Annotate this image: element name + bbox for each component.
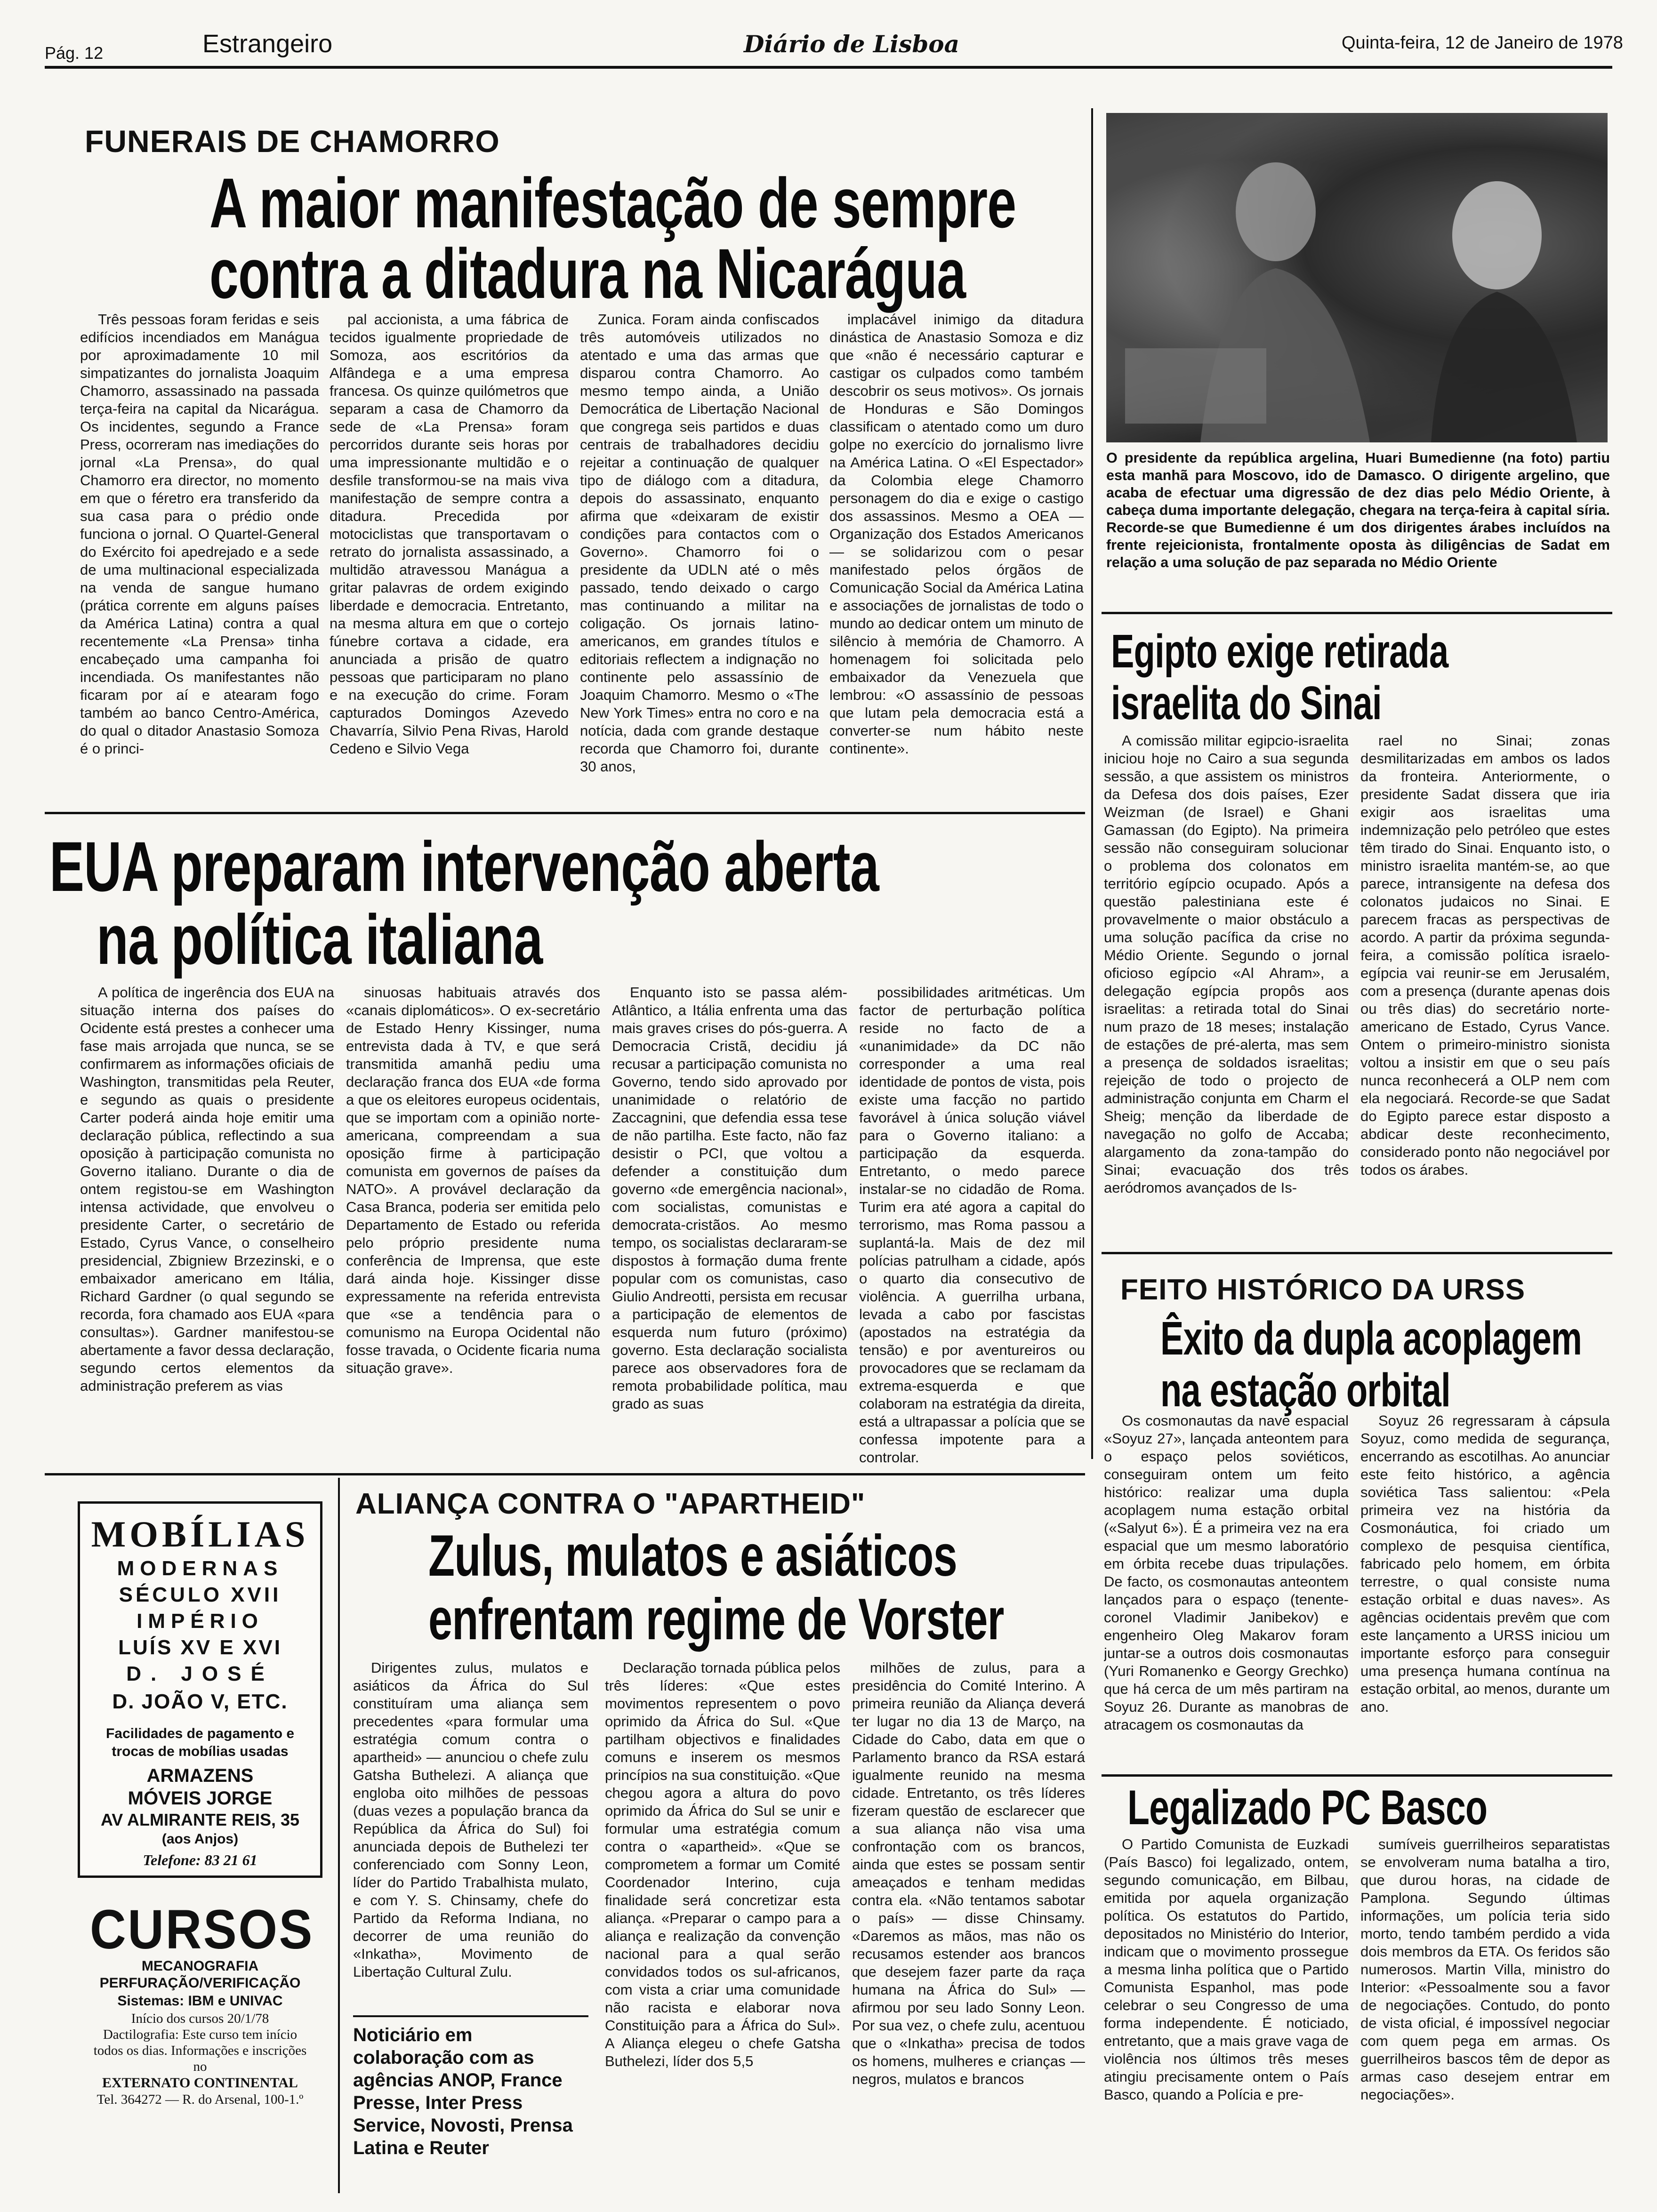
mobilias-address: AV ALMIRANTE REIS, 35 xyxy=(100,1810,300,1829)
mobilias-line-1: MODERNAS xyxy=(117,1557,283,1580)
eua-headline-line-2: na política italiana xyxy=(97,900,543,979)
mobilias-line-4: LUÍS XV E XVI xyxy=(118,1636,282,1659)
newspaper-name: Diário de Lisboa xyxy=(744,30,960,58)
eua-text-4: possibilidades aritméticas. Um factor de perturbação política reside no facto de a «unanimidade» da DC não corresponder a uma real identidade de pontos de vista, pois existe uma facção no partido favorável à única solução viável para o Governo italiano: a participação da esquerda. Entretanto, o medo parece instalar-se no cidadão de Roma. Turim era até agora a capital do terrorismo, mas Roma passou a suplantá-la. Mais de dez mil polícias patrulham a cidade, após o quarto dia consecutivo de violência. A guerrilha urbana, levada a cabo por fascistas (apostados na estratégia da tensão) e por aventureiros ou provocadores que se reclamam da extrema-esquerda e que colaboram na estratégia da direita, está a ultrapassar a polícia que se confessa impotente para a controlar. xyxy=(859,984,1085,1466)
eua-text-3: Enquanto isto se passa além-Atlântico, a Itália enfrenta uma das mais graves crises do pós-guerra. A Democracia Cristã, decidiu já recusar a participação comunista no Governo, tendo sido aprovado por unanimidade o relatório de Zaccagnini, que defendia essa tese de não partilha. Este facto, não faz desistir o PCI, que voltou a defender a constituição dum governo «de emergência nacional», com socialistas, comunistas e democrata-cristãos. Ao mesmo tempo, os socialistas declararam-se dispostos à formação duma frente popular com os comunistas, caso Giulio Andreotti, persista em recusar a participação de elementos de esquerda num futuro (próximo) governo. Esta declaração socialista parece aos observadores fora de remota probabilidade política, mau grado as suas xyxy=(612,984,847,1412)
section-title: Estrangeiro xyxy=(202,30,333,58)
apartheid-column-2 xyxy=(605,1659,840,2177)
issue-date: Quinta-feira, 12 de Janeiro de 1978 xyxy=(1342,33,1623,53)
mobilias-store-2: MÓVEIS JORGE xyxy=(128,1788,273,1809)
page-number: Pág. 12 xyxy=(45,43,104,63)
cursos-line-2: PERFURAÇÃO/VERIFICAÇÃO xyxy=(99,1975,301,1991)
egipto-bottom-rule xyxy=(1102,1252,1612,1254)
urss-text-1: Os cosmonautas da nave espacial «Soyuz 27», lançada anteontem para o espaço pelos soviéticos, conseguiram ontem um feito histórico: realizar uma dupla acoplagem numa estação orbital («Salyut 6»). É a primeira vez na era espacial que um mesmo laboratório em órbita recebe duas tripulações. De facto, os cosmonautas anteontem lançados para o espaço (tenente-coronel Vladimir Janibekov) e engenheiro Oleg Makarov foram juntar-se a outros dois cosmonautas (Yuri Romanenko e Georgy Grechko) que há cerca de um mês partiram na Soyuz 26. Durante as manobras de atracagem os cosmonautas da xyxy=(1104,1412,1349,1733)
chamorro-headline-line-2: contra a ditadura na Nicarágua xyxy=(209,234,966,313)
apartheid-text-3: milhões de zulus, para a presidência do Comité Interino. A primeira reunião da Aliança deverá ter lugar no dia 13 de Março, na Cidade do Cabo, data em que o Parlamento branco da RSA estará igualmente reunido na mesma cidade. Entretanto, os três líderes fizeram questão de esclarecer que a sua aliança não visa uma confrontação com os brancos, ainda que estes se possam sentir ameaçados e tenham medidas contra ela. «Não tentamos sabotar o país» — disse Chinsamy. «Daremos as mãos, mas não os recusamos estender aos brancos que desejem fazer parte da raça humana na África do Sul» — afirmou por seu lado Sonny Leon. Por sua vez, o chefe zulu, acentuou que o «Inkatha» precisa de todos os homens, mulheres e crianças — negros, mulatos e brancos xyxy=(852,1659,1085,2087)
chamorro-headline-line-1: A maior manifestação de sempre xyxy=(209,163,1016,242)
agencies-box: Noticiário em colaboração com as agências ANOP, France Presse, Inter Press Service, Novosti, Prensa Latina e Reuter xyxy=(353,2025,573,2158)
mobilias-line-5: D. JOSÉ xyxy=(126,1662,274,1685)
mobilias-store-1: ARMAZENS xyxy=(146,1765,254,1786)
mobilias-area: (aos Anjos) xyxy=(161,1831,239,1847)
cursos-body: Início dos cursos 20/1/78 Dactilografia: Este curso tem início todos os dias. Informações e inscrições no xyxy=(93,2011,307,2074)
chamorro-column-1 xyxy=(80,311,319,800)
ads-divider xyxy=(338,1478,340,2193)
apartheid-text-1: Dirigentes zulus, mulatos e asiáticos da África do Sul constituíram uma aliança sem precedentes «para formular uma estratégia comum contra o apartheid» — anunciou o chefe zulu Gatsha Buthelezi. A aliança que engloba oito milhões de pessoas (duas vezes a população branca da República da África do Sul) foi anunciada depois de Buthelezi ter conferenciado com Sonny Leon, líder do Partido Trabalhista mulato, e com Y. S. Chinsamy, chefe do Partido da Reforma Indiana, no decorrer de uma reunião do «Inkatha», Movimento de Libertação Cultural Zulu. xyxy=(353,1659,588,1980)
egipto-text-1: A comissão militar egipcio-israelita iniciou hoje no Cairo a sua segunda sessão, a que assistem os ministros da Defesa dos dois países, Ezer Weizman (de Israel) e Ghani Gamassan (do Egipto). Na primeira sessão não conseguiram solucionar o problema dos colonatos em território egípcio ocupado. Após a questão palestiniana este é provavelmente o maior obstáculo a uma solução pacífica da crise no Médio Oriente. Segundo o jornal oficioso egípcio «Al Ahram», a delegação egípcia propôs aos israelitas: a retirada total do Sinai num prazo de 18 meses; instalação de estações de pré-alerta, mas sem a presença de soldados israelitas; rejeição de todo o projecto de administração conjunta em Charm el Sheig; menção da liberdade de navegação no golfo de Accaba; alargamento da zona-tampão do Sinai; evacuação dos três aeródromos avançados de Is- xyxy=(1104,732,1349,1196)
mobilias-title: MOBÍLIAS xyxy=(91,1514,309,1555)
chamorro-text-2: pal accionista, a uma fábrica de tecidos igualmente propriedade de Somoza, aos escritórios da Alfândega e a uma empresa francesa. Os quinze quilómetros que separam a casa de Chamorro da sede de «La Prensa» foram percorridos durante seis horas por uma impressionante multidão e o desfile transformou-se na mais viva manifestação de sempre contra a ditadura. Precedida por motociclistas que transportavam o retrato do jornalista assassinado, a multidão atravessou Manágua a gritar palavras de ordem exigindo liberdade e democracia. Entretanto, na mesma altura em que o cortejo fúnebre cortava a cidade, era anunciada a prisão de quatro pessoas que participaram no plano e na execução do crime. Foram capturados Domingos Azevedo Chavarría, Silvio Pena Rivas, Harold Cedeno e Silvio Vega xyxy=(330,311,569,757)
urss-headline-line-2: na estação orbital xyxy=(1160,1364,1450,1417)
eua-headline-line-1: EUA preparam intervenção aberta xyxy=(49,827,879,906)
cursos-tel: Tel. 364272 — R. do Arsenal, 100-1.º xyxy=(97,2092,304,2107)
apartheid-text-2: Declaração tornada pública pelos três líderes: «Que estes movimentos representem o povo oprimido da África do Sul. «Que partilham objectivos e finalidades comuns e inserem os mesmos princípios na sua constituição. «Que chegou agora a altura do povo oprimido da África do Sul se unir e formular uma estratégia comum contra o «apartheid». «Que se comprometem a formar um Comité Coordenador Interino, cuja finalidade será concretizar esta aliança. «Preparar o campo para a aliança e realização da convenção nacional para a qual serão convidados todos os sul-africanos, com vista a criar uma comunidade não racista e elaborar nova Constituição para a África do Sul». A Aliança elegeu o chefe Gatsha Buthelezi, líder dos 5,5 xyxy=(605,1659,840,2069)
chamorro-text-3: Zunica. Foram ainda confiscados três automóveis utilizados no atentado e uma das armas que disparou contra Chamorro. Ao mesmo tempo ainda, a União Democrática de Libertação Nacional que congrega seis partidos e duas centrais de trabalhadores decidiu rejeitar a continuação de qualquer tipo de diálogo com a ditadura, depois do assassinato, enquanto afirma que «deixaram de existir condições para contactos com o Governo». Chamorro foi o presidente da UDLN até o mês passado, tendo deixado o cargo mas continuando a militar na coligação. Os jornais latino-americanos, em grandes títulos e editoriais reflectem a indignação no continente pelo assassínio de Joaquim Chamorro. Mesmo o «The New York Times» entra no coro e na notícia, dada com grande destaque recorda que Chamorro foi, durante 30 anos, xyxy=(580,311,819,775)
masthead-rule xyxy=(45,66,1612,69)
photo-figures xyxy=(1106,113,1608,442)
eua-column-2 xyxy=(346,984,600,1468)
chamorro-column-4 xyxy=(829,311,1084,809)
chamorro-column-2 xyxy=(330,311,569,800)
mobilias-phone: Telefone: 83 21 61 xyxy=(143,1851,257,1868)
bumedienne-photo xyxy=(1106,113,1608,442)
chamorro-column-3 xyxy=(580,311,819,800)
eua-text-1: A política de ingerência dos EUA na situação interna dos países do Ocidente está prestes a conhecer uma fase mais arrojada que nunca, se se confirmarem as informações oficiais de Washington, transmitidas pela Reuter, e segundo as quais o presidente Carter poderá ainda hoje emitir uma declaração pública, reflectindo a sua oposição à participação comunista no Governo italiano. Durante o dia de ontem registou-se em Washington intensa actividade, que envolveu o presidente Carter, o secretário de Estado, Cyrus Vance, o conselheiro presidencial, Zbigniew Brzezinski, e o embaixador americano em Itália, Richard Gardner (o qual segundo se recorda, fora chamado aos EUA «para consultas»). Gardner manifestou-se abertamente a favor dessa declaração, segundo certos elementos da administração preferem as vias xyxy=(80,984,334,1394)
eua-text-2: sinuosas habituais através dos «canais diplomáticos». O ex-secretário de Estado Henry Kissinger, numa entrevista dada à TV, e que será transmitida amanhã pediu uma declaração franca dos EUA «de forma a que os eleitores europeus ocidentais, que se importam com a opinião norte-americana, compreendam a sua oposição firme à participação comunista em governos de países da NATO». A provável declaração da Casa Branca, poderia ser emitida pelo Departamento de Estado ou referida pelo próprio presidente numa conferência de Imprensa, que este dará ainda hoje. Kissinger disse expressamente na referida entrevista que «se a tendência para o comunismo na Europa Ocidental não fosse travada, o Ocidente ficaria numa situação grave». xyxy=(346,984,600,1376)
caption-rule xyxy=(1102,612,1612,614)
cursos-line-3: Sistemas: IBM e UNIVAC xyxy=(117,1993,283,2009)
apartheid-column-3 xyxy=(852,1659,1085,2177)
basco-text-2: sumíveis guerrilheiros separatistas se envolveram numa batalha a tiro, que durou horas, na cidade de Pamplona. Segundo últimas informações, um polícia teria sido morto, tendo também perdido a vida dois membros da ETA. Os feridos são numerosos. Martin Villa, ministro do Interior: «Pessoalmente sou a favor de negociações. Contudo, do ponto de vista oficial, é impossível negociar com quem pega em armas. Os guerrilheiros bascos têm de depor as armas caso desejem entrar em negociações». xyxy=(1360,1836,1610,2103)
egipto-column-2 xyxy=(1360,732,1610,1242)
basco-text-1: O Partido Comunista de Euzkadi (País Basco) foi legalizado, ontem, segundo comunicação, em Bilbau, emitida por aquela organização política. Os estatutos do Partido, depositados no Ministério do Interior, indicam que o movimento prossegue a mesma linha política que o Partido Comunista Espanhol, mas pode celebrar o seu Congresso de uma forma independente. É noticiado, entretanto, que a mais grave vaga de violência nos últimos três meses atingiu precisamente ontem o País Basco, quando a Polícia e pre- xyxy=(1104,1836,1349,2103)
center-column-divider xyxy=(1091,108,1093,1459)
chamorro-bottom-rule xyxy=(45,812,1085,814)
apartheid-kicker: ALIANÇA CONTRA O "APARTHEID" xyxy=(355,1488,866,1520)
eua-column-3 xyxy=(612,984,847,1468)
mobilias-line-3: IMPÉRIO xyxy=(137,1610,264,1633)
mobilias-line-6: D. JOÃO V, ETC. xyxy=(112,1690,288,1713)
urss-bottom-rule xyxy=(1102,1774,1612,1777)
photo-caption: O presidente da república argelina, Huari Bumedienne (na foto) partiu esta manhã para Moscovo, ido de Damasco. O dirigente argelino, que acaba de efectuar uma digressão de dez dias pelo Médio Oriente, à cabeça duma importante delegação, chegara na terça-feira à capital síria. Recorde-se que Bumedienne é um dos dirigentes árabes incluídos na frente rejeicionista, frontalmente oposta às diligências de Sadat em relação a uma solução de paz separada no Médio Oriente xyxy=(1106,450,1610,570)
cursos-title: CURSOS xyxy=(90,1899,314,1961)
cursos-line-1: MECANOGRAFIA xyxy=(141,1958,259,1974)
apartheid-headline-line-2: enfrentam regime de Vorster xyxy=(428,1587,1004,1652)
urss-kicker: FEITO HISTÓRICO DA URSS xyxy=(1120,1274,1526,1306)
basco-column-2 xyxy=(1360,1835,1610,2193)
eua-column-4 xyxy=(859,984,1085,1468)
urss-column-2 xyxy=(1360,1412,1610,1779)
urss-headline-line-1: Êxito da dupla acoplagem xyxy=(1160,1312,1582,1365)
mobilias-ad xyxy=(78,1501,322,1878)
urss-text-2: Soyuz 26 regressaram à cápsula Soyuz, como medida de segurança, encerrando as escotilhas. Ao anunciar este feito histórico, a agência soviética Tass salientou: «Pela primeira vez na história da Cosmonáutica, foi criado um complexo de pesquisa científica, fabricado pelo homem, em órbita terrestre, o qual consiste numa estação orbital e duas naves». As agências ocidentais prevêm que com este lançamento a URSS iniciou um importante esforço para conseguir uma presença humana contínua na estação orbital, ao menos, durante um ano. xyxy=(1360,1412,1610,1715)
eua-bottom-rule xyxy=(45,1473,1085,1475)
mobilias-line-2: SÉCULO XVII xyxy=(119,1583,282,1606)
mobilias-facilidades: Facilidades de pagamento e trocas de mobílias usadas xyxy=(105,1726,295,1759)
chamorro-kicker: FUNERAIS DE CHAMORRO xyxy=(85,124,500,159)
basco-column-1 xyxy=(1104,1835,1349,2193)
eua-column-1 xyxy=(80,984,334,1468)
urss-column-1 xyxy=(1104,1412,1349,1779)
egipto-headline-line-2: israelita do Sinai xyxy=(1111,677,1382,729)
egipto-headline-line-1: Egipto exige retirada xyxy=(1111,625,1448,678)
apartheid-column-1 xyxy=(353,1659,588,2007)
chamorro-text-1: Três pessoas foram feridas e seis edifícios incendiados em Manágua por aproximadamente 10 mil simpatizantes do jornalista Joaquim Chamorro, assassinado na passada terça-feira na capital da Nicarágua. Os incidentes, segundo a France Press, ocorreram nas imediações do jornal «La Prensa», do qual Chamorro era director, no momento em que o féretro era transferido da sua casa para o prédio onde funciona o jornal. O Quartel-General do Exército foi apedrejado e a sede de uma multinacional especializada na venda de sangue humano (prática corrente em alguns países da América Latina) contra a qual recentemente «La Prensa» tinha encabeçado uma campanha foi incendiada. Os manifestantes não ficaram por aí e atearam fogo também ao banco Centro-América, do qual o ditador Anastasio Somoza é o princi- xyxy=(80,311,319,757)
chamorro-text-4: implacável inimigo da ditadura dinástica de Anastasio Somoza e diz que «não é necessário capturar e castigar os culpados como também descobrir os seus motivos». Os jornais de Honduras e São Domingos classificam o atentado como um duro golpe no exercício do jornalismo livre na América Latina. O «El Espectador» da Colombia elege Chamorro personagem do dia e exige o castigo dos assassinos. Mesmo a OEA — Organização dos Estados Americanos — se solidarizou com o pesar manifestado pelos órgãos de Comunicação Social da América Latina e associações de jornalistas de todo o mundo ao dedicar ontem um minuto de silêncio à memória de Chamorro. A homenagem foi solicitada pelo embaixador da Venezuela que lembrou: «O assassínio de pessoas que lutam pela democracia está a converter-se num hábito neste continente». xyxy=(829,311,1084,757)
apartheid-headline-line-1: Zulus, mulatos e asiáticos xyxy=(428,1523,957,1588)
cursos-school: EXTERNATO CONTINENTAL xyxy=(102,2075,298,2091)
egipto-column-1 xyxy=(1104,732,1349,1242)
cursos-ad xyxy=(78,1901,322,2165)
basco-headline: Legalizado PC Basco xyxy=(1127,1780,1488,1835)
egipto-text-2: rael no Sinai; zonas desmilitarizadas em ambos os lados da fronteira. Anteriormente, o presidente Sadat dissera que iria exigir aos israelitas uma indemnização pelo petróleo que estes têm tirado do Sinai. Enquanto isto, o ministro israelita mantém-se, ao que parece, intransigente na defesa dos colonatos judaicos no Sinai. E parecem fracas as perspectivas de acordo. A partir da próxima segunda-feira, a comissão política israelo-egípcia vai reunir-se em Jerusalém, com a presença (durante apenas dois ou três dias) do secretário norte-americano de Estado, Cyrus Vance. Ontem o primeiro-ministro sionista voltou a insistir em que o seu país nunca reconhecerá a OLP nem com ela negociará. Recorde-se que Sadat do Egipto parece estar disposto a abdicar deste reconhecimento, considerado ponto não negociável por todos os árabes. xyxy=(1360,732,1610,1178)
apartheid-box-rule xyxy=(353,2015,588,2017)
